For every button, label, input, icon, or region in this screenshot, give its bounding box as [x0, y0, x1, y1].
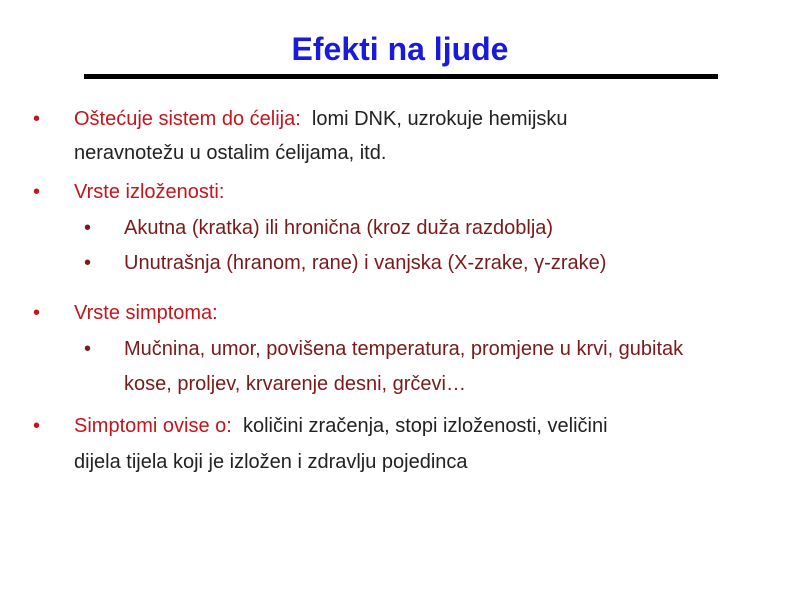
bullet-icon: • [33, 302, 41, 324]
item-1-line-2: neravnotežu u ostalim ćelijama, itd. [74, 142, 387, 164]
item-1-line-1 [74, 102, 568, 136]
item-3-label: Vrste simptoma: [74, 302, 218, 324]
item-4-label: Simptomi ovise o: [74, 415, 232, 437]
item-2-sub-1: Akutna (kratka) ili hronična (kroz duža razdoblja) [124, 217, 554, 239]
item-2-sub-2: Unutrašnja (hranom, rane) i vanjska (X-zrake, γ-zrake) [124, 252, 607, 274]
item-4-line-2: dijela tijela koji je izložen i zdravlju pojedinca [74, 451, 468, 473]
title-underline [84, 74, 718, 79]
slide-title: Efekti na ljude [291, 31, 509, 67]
bullet-icon: • [33, 108, 41, 130]
item-3-sub-line-2: kose, proljev, krvarenje desni, grčevi… [124, 373, 466, 395]
sub-bullet-icon: • [84, 338, 92, 360]
sub-bullet-icon: • [84, 252, 92, 274]
item-4-line-1 [74, 409, 608, 443]
item-4-text: količini zračenja, stopi izloženosti, veličini [242, 415, 608, 437]
item-1-label: Oštećuje sistem do ćelija: [74, 108, 301, 130]
item-1-text: lomi DNK, uzrokuje hemijsku [311, 108, 568, 130]
bullet-icon: • [33, 181, 41, 203]
item-2-label: Vrste izloženosti: [74, 181, 225, 203]
sub-bullet-icon: • [84, 217, 92, 239]
item-3-sub-line-1: Mučnina, umor, povišena temperatura, promjene u krvi, gubitak [124, 338, 684, 360]
bullet-icon: • [33, 415, 41, 437]
